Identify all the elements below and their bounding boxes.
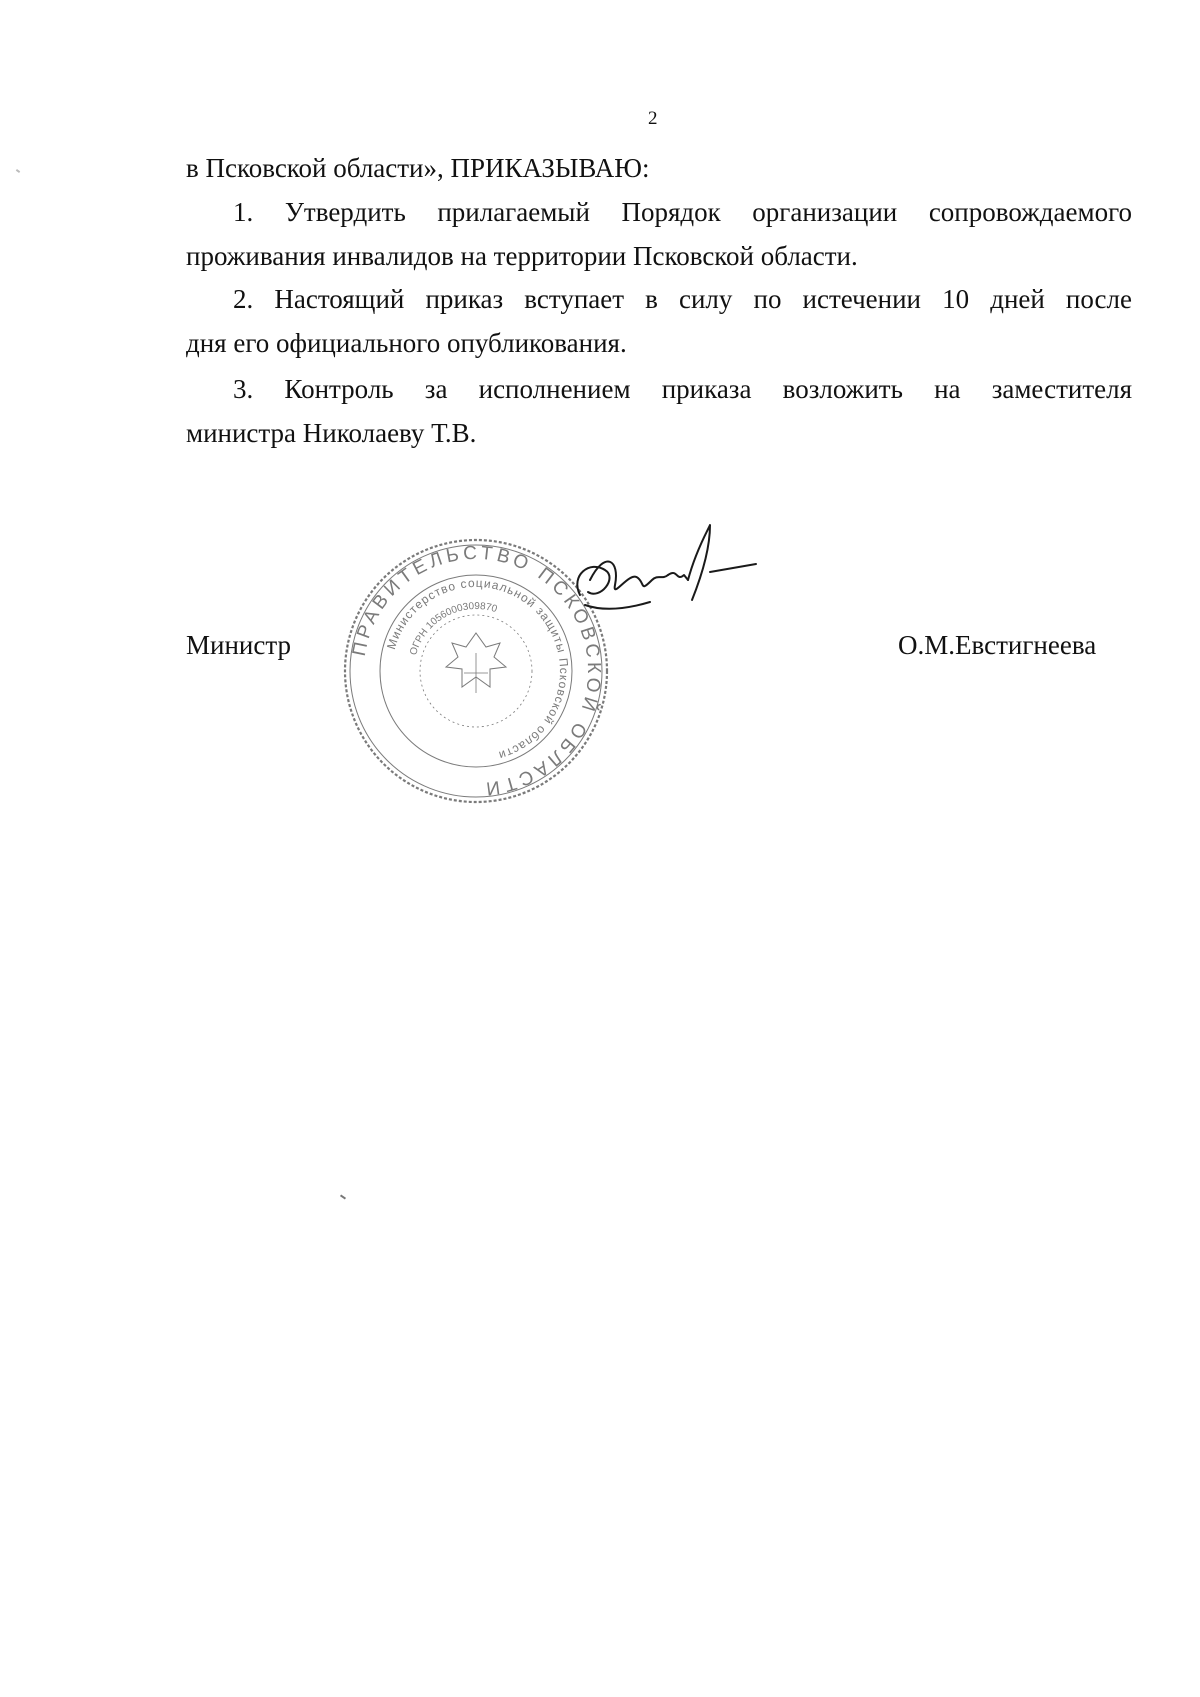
item-2-line-2: дня его официального опубликования. xyxy=(186,328,627,358)
stamp-ogrn: ОГРН 1056000309870 xyxy=(408,600,499,657)
signatory-name: О.М.Евстигнеева xyxy=(898,630,1097,660)
page-number: 2 xyxy=(648,108,658,129)
stamp-inner-text: Министерство социальной защиты Псковской области xyxy=(383,575,572,763)
item-1-line-1: 1. Утвердить прилагаемый Порядок организации сопровождаемого xyxy=(233,197,1132,227)
item-1-line-2: проживания инвалидов на территории Псковской области. xyxy=(186,241,858,271)
signature-title: Министр xyxy=(186,630,291,660)
item-2-line-1: 2. Настоящий приказ вступает в силу по истечении 10 дней после xyxy=(233,284,1132,314)
item-3-line-1: 3. Контроль за исполнением приказа возложить на заместителя xyxy=(233,374,1132,404)
scan-speck xyxy=(340,1194,346,1199)
item-3-line-2: министра Николаеву Т.В. xyxy=(186,418,477,448)
stamp-outer-text: ПРАВИТЕЛЬСТВО ПСКОВСКОЙ ОБЛАСТИ xyxy=(348,542,605,800)
scan-speck xyxy=(16,169,20,173)
handwritten-signature xyxy=(560,520,760,650)
opening-line: в Псковской области», ПРИКАЗЫВАЮ: xyxy=(186,153,650,183)
